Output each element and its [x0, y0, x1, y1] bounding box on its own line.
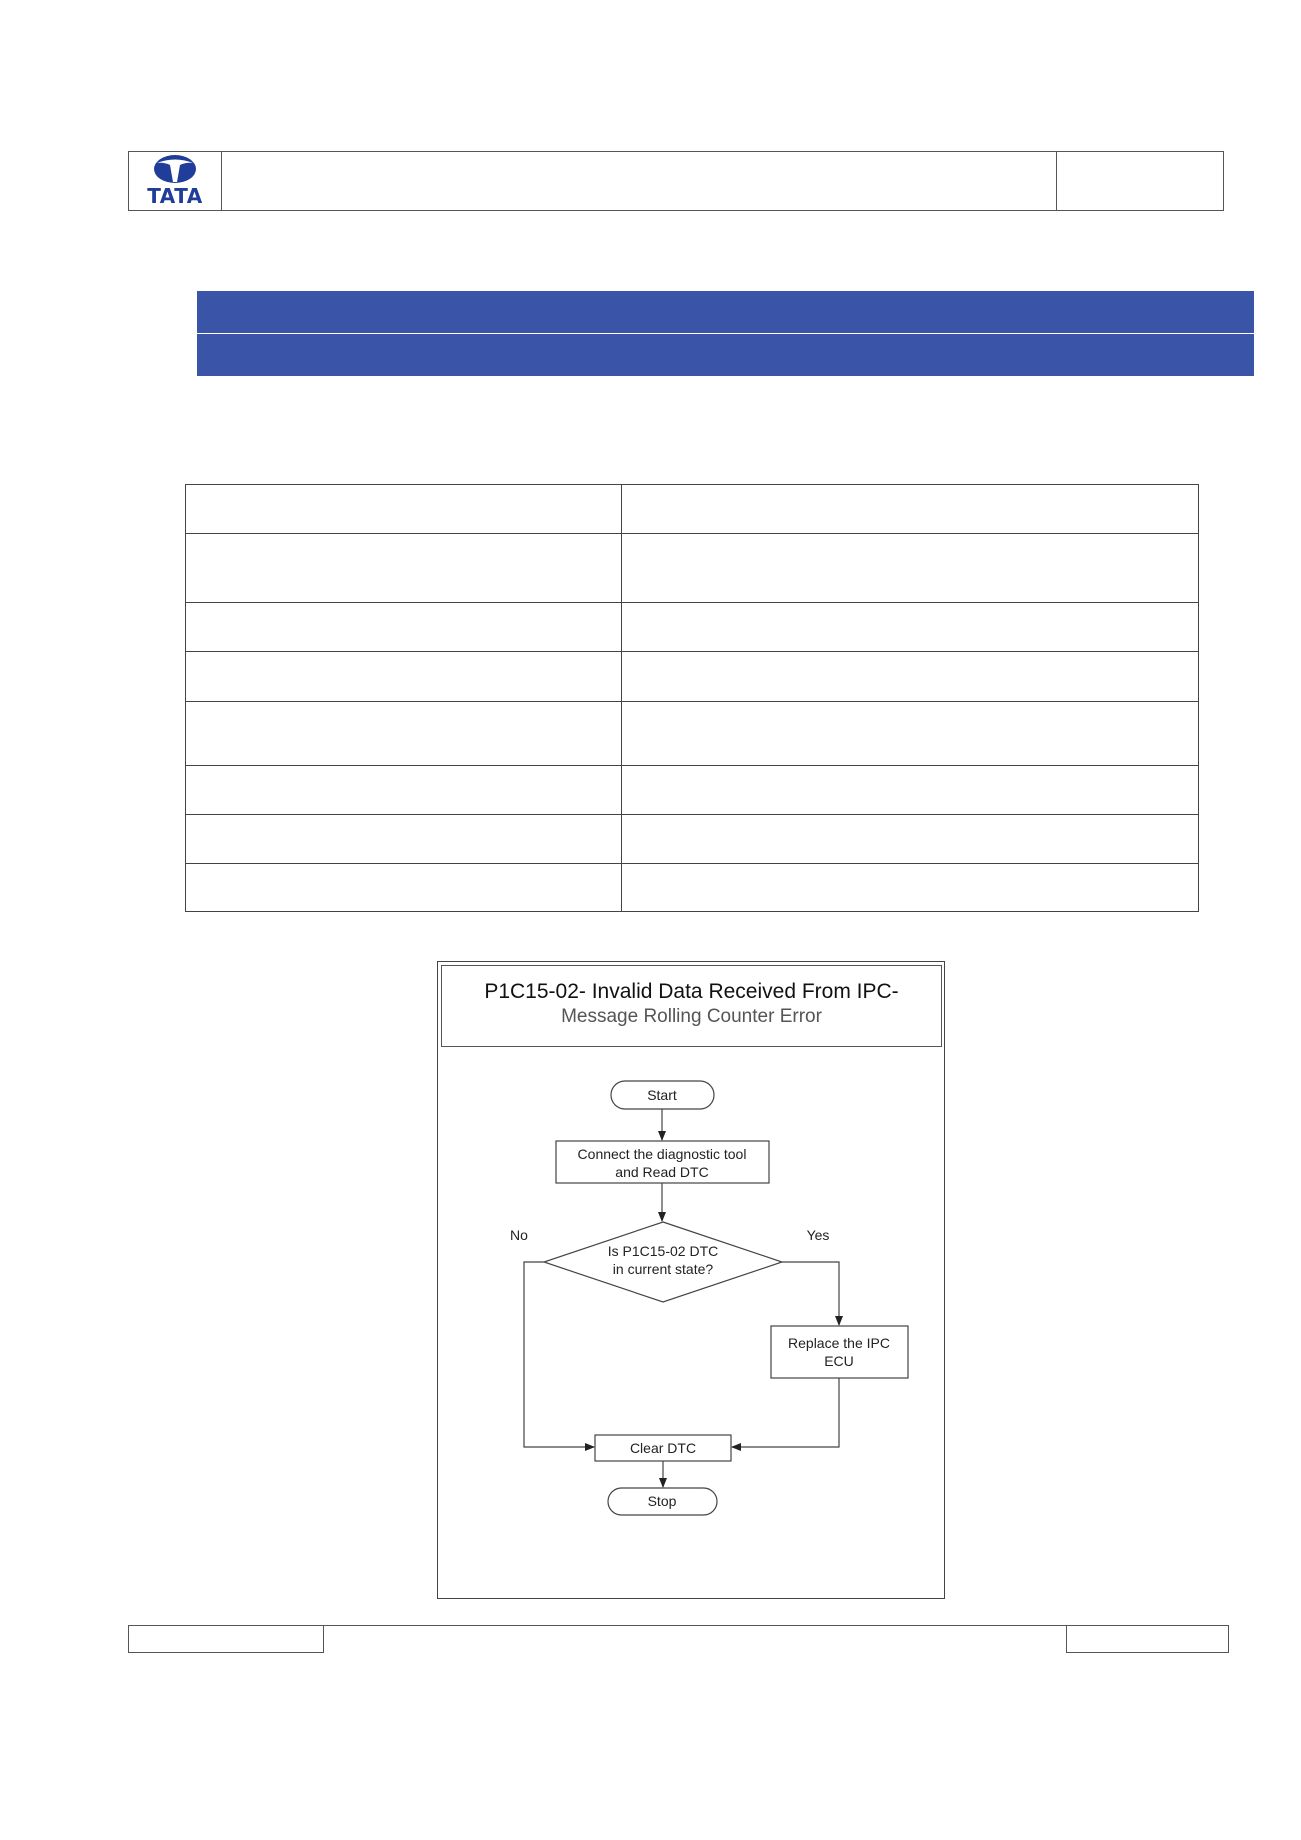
replace-to-clear-connector: [732, 1378, 839, 1447]
replace-ipc-box: [771, 1326, 908, 1378]
yes-label: Yes: [806, 1227, 830, 1243]
decision-line2: in current state?: [612, 1261, 714, 1277]
connect-tool-line1: Connect the diagnostic tool: [577, 1146, 747, 1162]
clear-dtc-label: Clear DTC: [629, 1440, 697, 1456]
no-label: No: [510, 1227, 528, 1243]
stop-label: Stop: [647, 1493, 677, 1509]
flowchart-title-line1: P1C15-02- Invalid Data Received From IPC-: [484, 980, 899, 1003]
footer-rule: [324, 1625, 1066, 1626]
connect-tool-line2: and Read DTC: [615, 1164, 709, 1180]
logo-wordmark: TATA: [147, 184, 203, 208]
flowchart-title-line2: Message Rolling Counter Error: [561, 1006, 822, 1027]
footer-left-box: [128, 1625, 324, 1653]
start-label: Start: [647, 1087, 677, 1103]
replace-line2: ECU: [824, 1353, 854, 1369]
decision-line1: Is P1C15-02 DTC: [607, 1243, 719, 1259]
yes-connector: [782, 1262, 839, 1325]
footer-right-box: [1066, 1625, 1229, 1653]
no-connector: [524, 1262, 594, 1447]
replace-line1: Replace the IPC: [788, 1335, 890, 1351]
